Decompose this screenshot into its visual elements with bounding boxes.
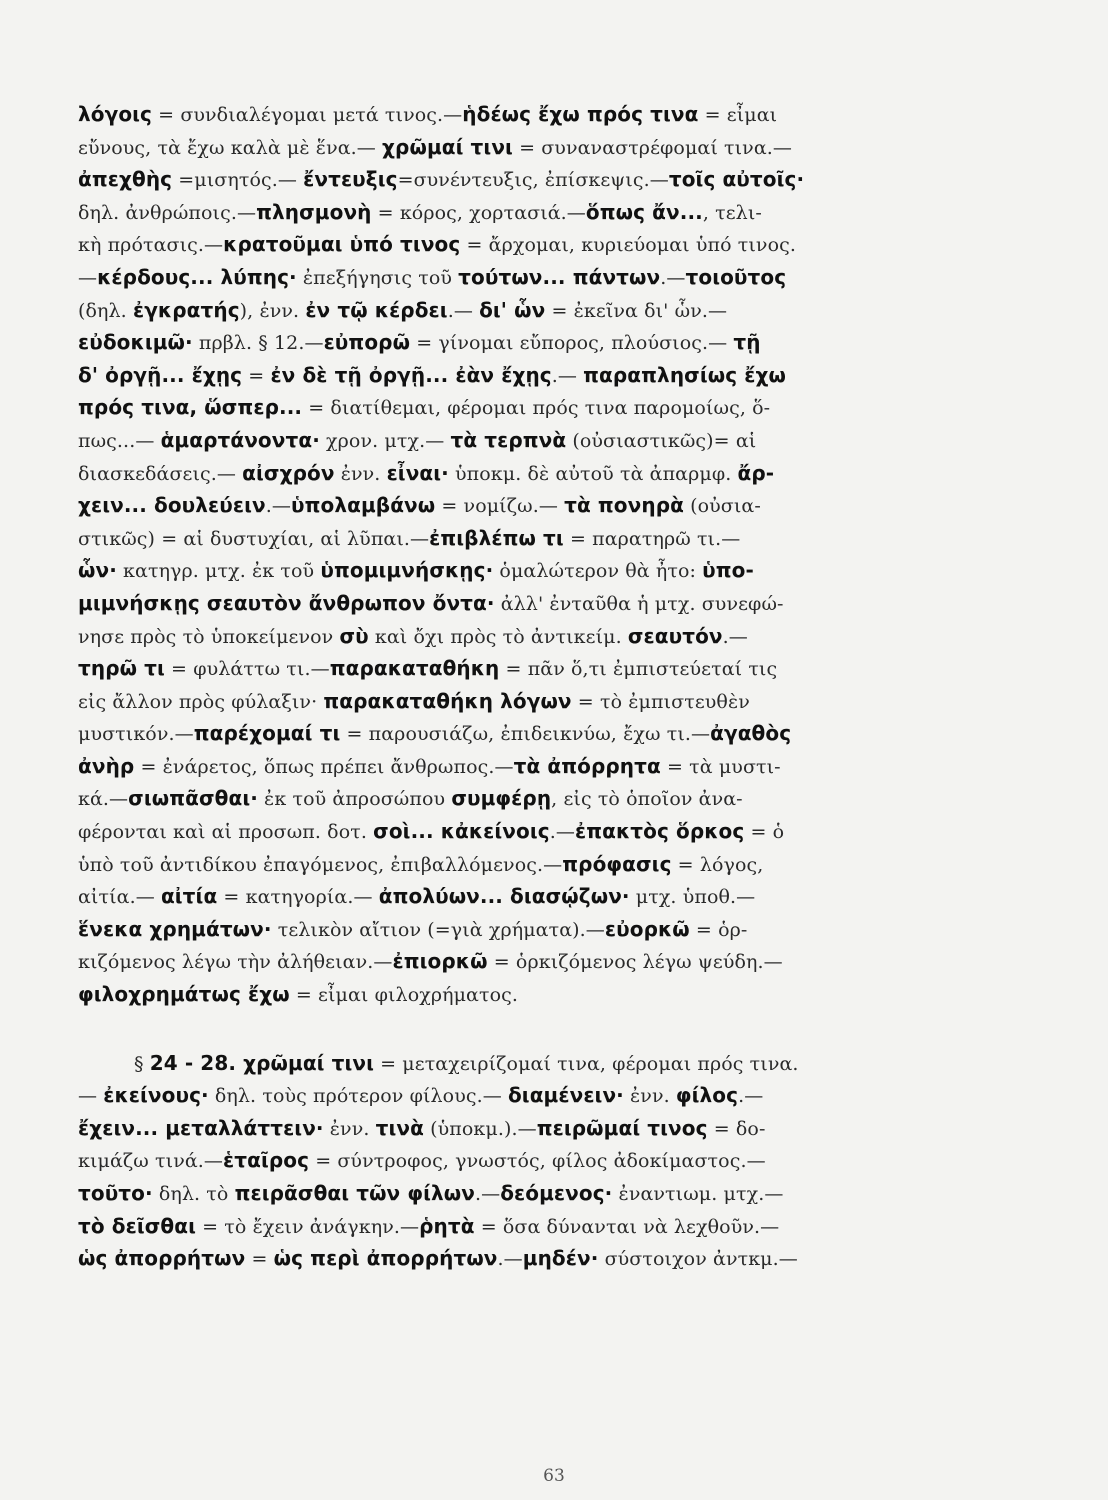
lemma-term: εὐδοκιμῶ·	[78, 330, 193, 355]
gloss-text: —	[78, 266, 98, 289]
gloss-text: δηλ. τοὺς πρότερον φίλους.—	[208, 1085, 508, 1108]
lemma-term: τὰ πονηρὰ	[564, 493, 684, 518]
text-line	[78, 489, 948, 522]
page-number: 63	[543, 1466, 565, 1486]
text-line	[78, 587, 948, 620]
gloss-text: ἐναντιωμ. μτχ.—	[612, 1183, 784, 1205]
gloss-text: δηλ. ἀνθρώποις.—	[78, 201, 257, 224]
lemma-term: φίλος	[675, 1083, 739, 1108]
gloss-text: = διατίθεμαι, φέρομαι πρός τινα παρομοίως, ὅ-	[302, 397, 771, 420]
gloss-text: = δο-	[707, 1117, 766, 1140]
lemma-term: ἀγαθὸς	[710, 721, 792, 746]
gloss-text: = εἶμαι	[698, 104, 778, 126]
gloss-text: διασκεδάσεις.—	[78, 462, 243, 485]
lemma-term: 24 - 28. χρῶμαί τινι	[149, 1050, 374, 1075]
gloss-text: §	[134, 1052, 150, 1075]
gloss-text: σύστοιχον ἀντκμ.—	[598, 1248, 798, 1271]
lemma-term: ὑπομιμνήσκῃς·	[320, 558, 494, 583]
gloss-text: =μισητός.—	[172, 169, 304, 192]
lemma-term: μιμνήσκῃς σεαυτὸν ἄνθρωπον ὄντα·	[78, 590, 495, 615]
lemma-term: λόγοις	[78, 102, 153, 126]
gloss-text: ὑπὸ τοῦ ἀντιδίκου ἐπαγόμενος, ἐπιβαλλόμενος.—	[78, 853, 563, 876]
lemma-term: φιλοχρημάτως ἔχω	[78, 982, 290, 1007]
commentary-page	[78, 98, 948, 1275]
lemma-term: αἰσχρόν	[242, 460, 335, 485]
gloss-text: κατηγρ. μτχ. ἐκ τοῦ	[116, 560, 321, 583]
gloss-text: —	[78, 1085, 104, 1108]
lemma-term: εἶναι·	[386, 460, 449, 485]
lemma-term: πρός τινα, ὥσπερ...	[78, 395, 303, 420]
gloss-text: = ἐνάρετος, ὅπως πρέπει ἄνθρωπος.—	[134, 755, 514, 778]
lemma-term: πειρᾶσθαι τῶν φίλων	[234, 1181, 475, 1205]
lemma-term: τοῦτο·	[78, 1181, 153, 1205]
commentary-paragraph-1	[78, 98, 948, 1011]
text-line	[78, 848, 948, 881]
gloss-text: μυστικόν.—	[78, 723, 194, 746]
lemma-term: πλησμονὴ	[256, 199, 372, 224]
paragraph-gap	[78, 1011, 948, 1047]
text-line	[78, 391, 948, 424]
gloss-text: = ὁρκιζόμενος λέγω ψεύδη.—	[487, 951, 783, 974]
commentary-paragraph-2	[78, 1047, 948, 1275]
gloss-text: = ἄρχομαι, κυριεύομαι ὑπό τινος.	[460, 234, 796, 257]
gloss-text: , εἰς τὸ ὁποῖον ἀνα-	[551, 788, 743, 811]
lemma-term: κέρδους... λύπης·	[97, 264, 297, 289]
lemma-term: ἁμαρτάνοντα·	[160, 427, 320, 452]
text-line	[78, 1177, 948, 1210]
gloss-text: καὶ ὄχι πρὸς τὸ ἀντικείμ.	[368, 625, 628, 648]
lemma-term: ἐπιορκῶ	[392, 949, 488, 974]
text-line	[78, 945, 948, 978]
lemma-term: τὸ δεῖσθαι	[78, 1213, 196, 1238]
lemma-term: πρόφασις	[562, 851, 672, 876]
lemma-term: ὡς ἀπορρήτων	[78, 1246, 246, 1271]
gloss-text: = τὰ μυστι-	[660, 755, 781, 778]
text-line	[78, 913, 948, 946]
gloss-text: (ὑποκμ.).—	[423, 1117, 537, 1140]
lemma-term: ὅπως ἄν...	[585, 199, 703, 224]
lemma-term: ἐκείνους·	[103, 1083, 209, 1108]
lemma-term: τοιοῦτος	[685, 264, 787, 289]
gloss-text: = γίνομαι εὔπορος, πλούσιος.—	[410, 332, 734, 355]
gloss-text: μτχ. ὑποθ.—	[629, 886, 756, 909]
gloss-text: πως...—	[78, 429, 161, 452]
text-line	[78, 1210, 948, 1243]
gloss-text: = συναναστρέφομαί τινα.—	[512, 136, 793, 159]
lemma-term: ἡδέως ἔχω πρός τινα	[462, 102, 699, 126]
gloss-text: .—	[265, 495, 291, 518]
lemma-term: δεόμενος·	[500, 1181, 613, 1205]
text-line	[78, 685, 948, 718]
gloss-text: = ὁ	[744, 821, 785, 844]
lemma-term: παρέχομαί τι	[193, 721, 341, 746]
lemma-term: ἀπολύων... διασῴζων·	[378, 884, 630, 909]
gloss-text: ὑποκμ. δὲ αὐτοῦ τὰ ἀπαρμφ.	[448, 462, 738, 485]
gloss-text: = παρατηρῶ τι.—	[563, 527, 741, 550]
text-line	[78, 1144, 948, 1177]
gloss-text: κὴ πρότασις.—	[78, 234, 224, 257]
lemma-term: μηδέν·	[522, 1246, 599, 1271]
lemma-term: ἐν τῷ κέρδει	[305, 297, 448, 322]
lemma-term: τοῖς αὐτοῖς·	[668, 167, 805, 192]
text-line	[78, 98, 948, 131]
gloss-text: = παρουσιάζω, ἐπιδεικνύω, ἔχω τι.—	[340, 723, 711, 746]
gloss-text: = κατηγορία.—	[217, 886, 379, 909]
text-line	[78, 457, 948, 490]
gloss-text: = μεταχειρίζομαί τινα, φέρομαι πρός τινα.	[374, 1052, 799, 1075]
gloss-text: = τὸ ἐμπιστευθὲν	[571, 690, 750, 713]
text-line	[78, 196, 948, 229]
lemma-term: συμφέρῃ	[451, 786, 552, 811]
lemma-term: ἑταῖρος	[223, 1148, 310, 1173]
lemma-term: ὑπο-	[702, 558, 754, 583]
gloss-text: , τελι-	[702, 201, 762, 224]
gloss-text: κά.—	[78, 788, 129, 811]
lemma-term: τινὰ	[375, 1115, 424, 1140]
lemma-term: παρακαταθήκη	[329, 656, 500, 681]
lemma-term: ἐγκρατής	[132, 297, 240, 322]
text-line	[78, 717, 948, 750]
lemma-term: πειρῶμαί τινος	[536, 1115, 708, 1140]
lemma-term: ἄρ-	[737, 460, 775, 485]
lemma-term: παραπλησίως ἔχω	[583, 362, 786, 387]
gloss-text: δηλ. τὸ	[152, 1183, 235, 1205]
gloss-text: ἐνν.	[623, 1085, 676, 1108]
lemma-term: δ' ὀργῇ... ἔχῃς	[78, 362, 243, 387]
text-line	[78, 163, 948, 196]
gloss-text: κιζόμενος λέγω τὴν ἀλήθειαν.—	[78, 951, 393, 974]
text-line	[78, 424, 948, 457]
gloss-text: ), ἐνν.	[239, 299, 306, 322]
gloss-text: ἐκ τοῦ ἀπροσώπου	[257, 788, 452, 811]
gloss-text: στικῶς) = αἱ δυστυχίαι, αἱ λῦπαι.—	[78, 527, 430, 550]
lemma-term: ἔντευξις	[303, 167, 398, 192]
lemma-term: εὐορκῶ	[604, 916, 690, 941]
text-line	[78, 326, 948, 359]
gloss-text: (οὐσια-	[683, 495, 761, 518]
lemma-term: ὧν·	[78, 558, 117, 583]
gloss-text: = ὁρ-	[689, 918, 748, 941]
text-line	[78, 522, 948, 555]
gloss-text: =	[245, 1248, 274, 1271]
gloss-text: ὁμαλώτερον θὰ ἦτο:	[493, 560, 703, 583]
text-line	[78, 261, 948, 294]
lemma-term: δι' ὧν	[479, 297, 546, 322]
gloss-text: = πᾶν ὅ,τι ἐμπιστεύεταί τις	[499, 658, 778, 681]
lemma-term: ἐπακτὸς ὅρκος	[574, 819, 745, 844]
gloss-text: = νομίζω.—	[435, 495, 565, 518]
gloss-text: = κόρος, χορτασιά.—	[371, 201, 586, 224]
lemma-term: κρατοῦμαι ὑπό τινος	[223, 232, 461, 257]
gloss-text: .—	[497, 1248, 523, 1271]
text-line	[78, 978, 948, 1011]
gloss-text: εὔνους, τὰ ἔχω καλὰ μὲ ἕνα.—	[78, 136, 383, 159]
lemma-term: τῇ	[733, 330, 761, 355]
gloss-text: ἀλλ' ἐνταῦθα ἡ μτχ. συνεφώ-	[494, 592, 784, 615]
lemma-term: τὰ τερπνὰ	[450, 427, 567, 452]
lemma-term: ὡς περὶ ἀπορρήτων	[273, 1246, 498, 1271]
lemma-term: αἰτία	[160, 884, 218, 909]
gloss-text: .—	[474, 1183, 501, 1205]
text-line	[78, 228, 948, 261]
lemma-term: σιωπᾶσθαι·	[128, 786, 258, 811]
gloss-text: (δηλ.	[78, 299, 133, 322]
gloss-text: = εἶμαι φιλοχρήματος.	[289, 984, 519, 1007]
text-line	[78, 1242, 948, 1275]
text-line	[78, 1079, 948, 1112]
gloss-text: .—	[660, 266, 686, 289]
gloss-text: φέρονται καὶ αἱ προσωπ. δοτ.	[78, 821, 374, 844]
lemma-term: ῥητὰ	[419, 1213, 475, 1238]
lemma-term: τηρῶ τι	[78, 656, 165, 681]
lemma-term: τὰ ἀπόρρητα	[513, 753, 661, 778]
text-line	[78, 750, 948, 783]
lemma-term: ἕνεκα χρημάτων·	[78, 916, 272, 941]
gloss-text: =	[242, 364, 271, 387]
gloss-text: ἐνν.	[323, 1117, 376, 1140]
text-line	[78, 620, 948, 653]
gloss-text: = συνδιαλέγομαι μετά τινος.—	[152, 104, 463, 126]
text-line	[78, 652, 948, 685]
gloss-text: ἐνν.	[334, 462, 387, 485]
lemma-term: σοὶ... κἀκείνοις	[373, 819, 550, 844]
gloss-text: νησε πρὸς τὸ ὑποκείμενον	[78, 625, 340, 648]
lemma-term: ἐν δὲ τῇ ὀργῇ... ἐὰν ἔχῃς	[270, 362, 552, 387]
lemma-term: ἔχειν... μεταλλάττειν·	[78, 1115, 324, 1140]
gloss-text: αἰτία.—	[78, 886, 161, 909]
text-line	[78, 782, 948, 815]
text-line	[78, 554, 948, 587]
gloss-text: = ὅσα δύνανται νὰ λεχθοῦν.—	[474, 1215, 780, 1238]
gloss-text: = σύντροφος, γνωστός, φίλος ἀδοκίμαστος.—	[309, 1150, 766, 1173]
lemma-term: χειν... δουλεύειν	[78, 493, 266, 518]
gloss-text: κιμάζω τινά.—	[78, 1150, 224, 1173]
gloss-text: = τὸ ἔχειν ἀνάγκην.—	[195, 1215, 420, 1238]
text-line	[78, 1047, 948, 1080]
gloss-text: (οὐσιαστικῶς)= αἱ	[566, 429, 757, 452]
gloss-text: = ἐκεῖνα δι' ὧν.—	[545, 299, 728, 322]
text-line	[78, 131, 948, 164]
gloss-text: .—	[549, 821, 575, 844]
lemma-term: ὑπολαμβάνω	[291, 493, 436, 518]
lemma-term: διαμένειν·	[507, 1083, 624, 1108]
gloss-text: =συνέντευξις, ἐπίσκεψις.—	[397, 169, 669, 192]
gloss-text: .—	[447, 299, 480, 322]
lemma-term: χρῶμαί τινι	[382, 134, 513, 159]
lemma-term: ἀνὴρ	[78, 753, 135, 778]
gloss-text: = λόγος,	[671, 853, 764, 876]
gloss-text: .—	[551, 364, 584, 387]
text-line	[78, 1112, 948, 1145]
lemma-term: σεαυτόν	[627, 623, 723, 648]
lemma-term: εὐπορῶ	[323, 330, 411, 355]
gloss-text: = φυλάττω τι.—	[164, 658, 330, 681]
gloss-text: ἐπεξήγησις τοῦ	[296, 266, 459, 289]
lemma-term: παρακαταθήκη λόγων	[323, 688, 572, 713]
gloss-text: τελικὸν αἴτιον (=γιὰ χρήματα).—	[271, 918, 605, 941]
text-line	[78, 294, 948, 327]
gloss-text: εἰς ἄλλον πρὸς φύλαξιν·	[78, 690, 324, 713]
gloss-text: .—	[738, 1085, 764, 1108]
lemma-term: ἀπεχθὴς	[78, 167, 173, 192]
gloss-text: χρον. μτχ.—	[319, 429, 451, 452]
lemma-term: σὺ	[339, 623, 369, 648]
gloss-text: .—	[722, 625, 748, 648]
text-line	[78, 359, 948, 392]
lemma-term: ἐπιβλέπω τι	[429, 525, 564, 550]
lemma-term: τούτων... πάντων	[458, 264, 661, 289]
text-line	[78, 880, 948, 913]
gloss-text: πρβλ. § 12.—	[192, 332, 324, 355]
text-line	[78, 815, 948, 848]
